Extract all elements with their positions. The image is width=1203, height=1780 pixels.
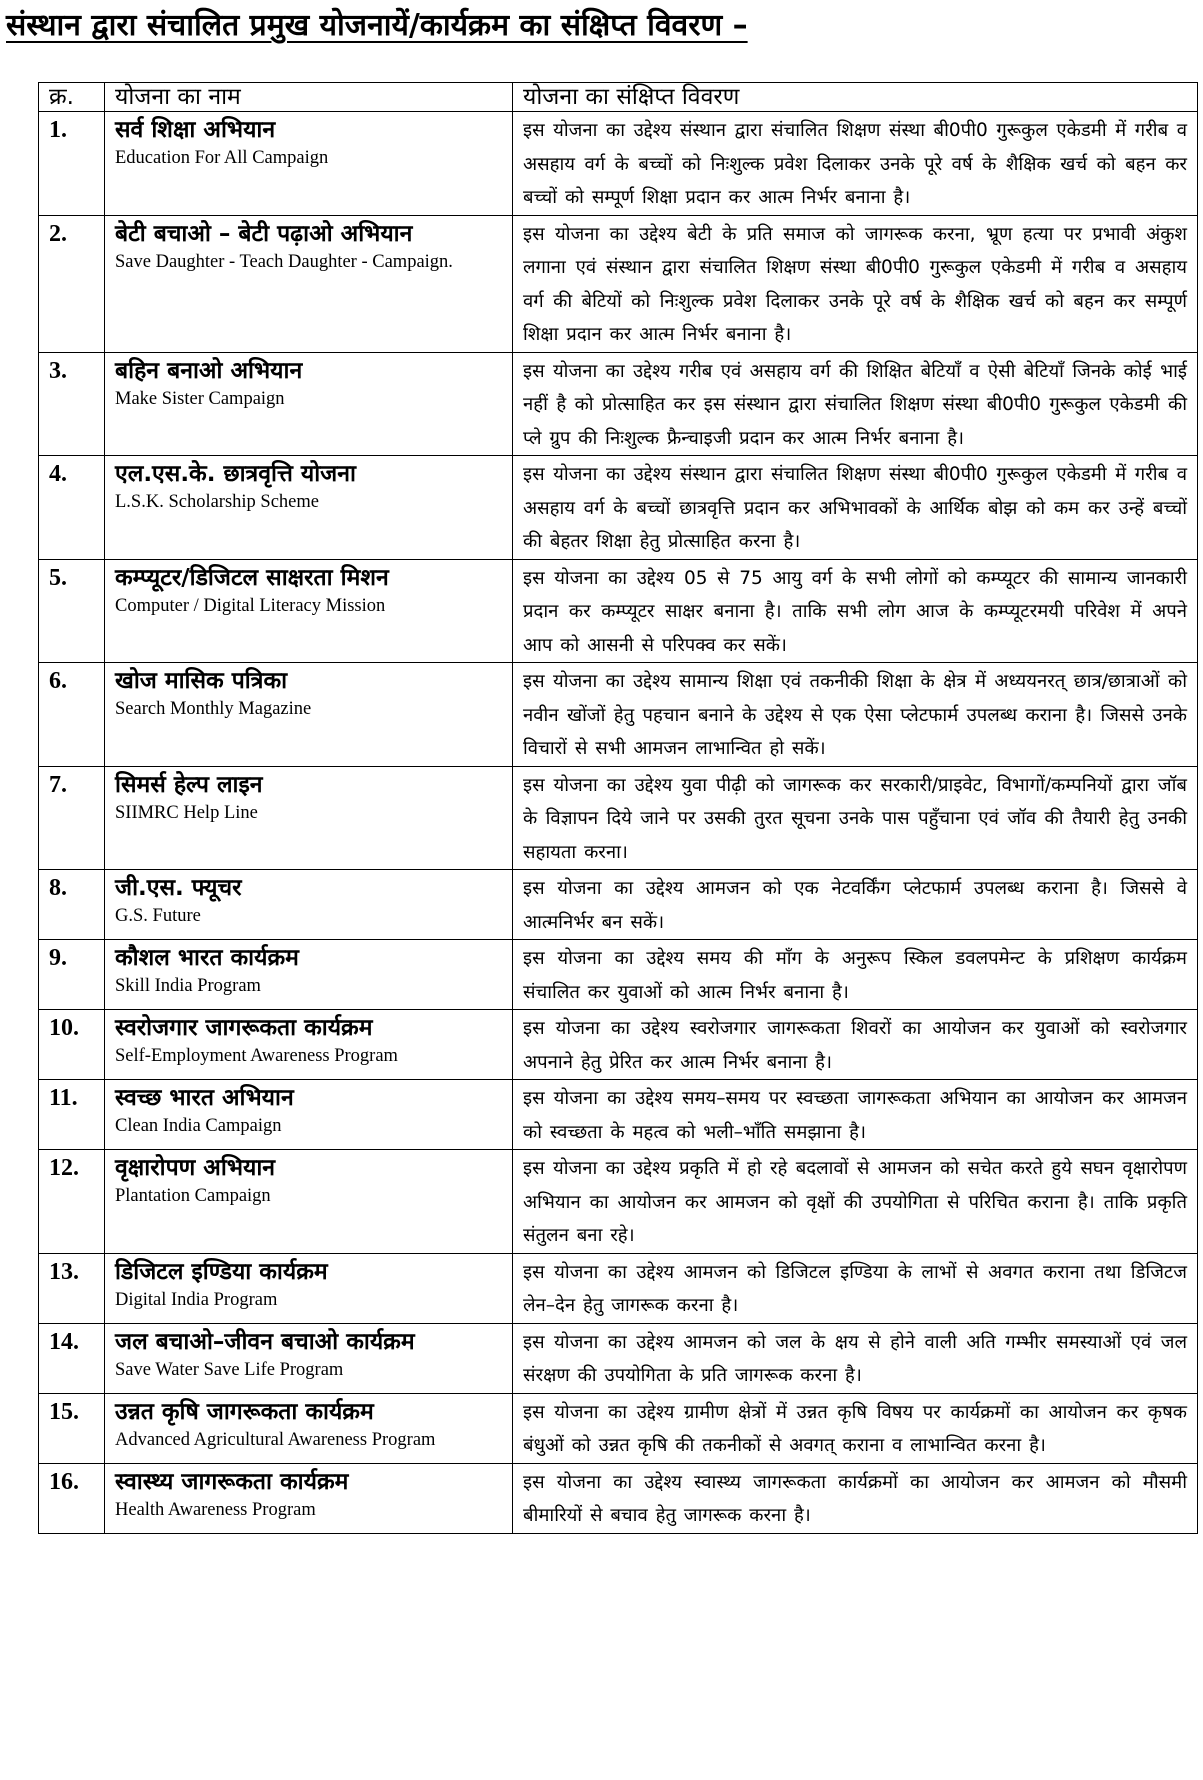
table-row	[39, 112, 1198, 216]
serial-number: 7.	[39, 766, 105, 870]
scheme-name-hindi: जी.एस. फ्यूचर	[115, 875, 242, 901]
scheme-name-cell	[105, 1463, 513, 1533]
page-title: संस्थान द्वारा संचालित प्रमुख योजनायें/कार्यक्रम का संक्षिप्त विवरण –	[6, 8, 748, 43]
scheme-name-english: Make Sister Campaign	[115, 388, 285, 409]
header-serial-number: क्र.	[39, 83, 105, 112]
scheme-description: इस योजना का उद्देश्य स्वरोजगार जागरूकता शिवरों का आयोजन कर युवाओं को स्वरोजगार अपनाने हेतु प्रेरित कर आत्म निर्भर बनाना है।	[513, 1010, 1198, 1080]
scheme-name-english: L.S.K. Scholarship Scheme	[115, 492, 319, 512]
table-row	[39, 870, 1198, 940]
scheme-name-english: Plantation Campaign	[115, 1186, 271, 1206]
scheme-name-hindi: वृक्षारोपण अभियान	[115, 1155, 276, 1181]
table-row	[39, 766, 1198, 870]
table-row	[39, 1393, 1198, 1463]
table-row	[39, 215, 1198, 352]
scheme-name-cell	[105, 940, 513, 1010]
table-row	[39, 1323, 1198, 1393]
serial-number: 1.	[39, 112, 105, 216]
scheme-name-cell	[105, 663, 513, 767]
serial-number: 5.	[39, 559, 105, 663]
scheme-name-english: G.S. Future	[115, 906, 201, 926]
scheme-name-english: Computer / Digital Literacy Mission	[115, 595, 386, 616]
table-row	[39, 352, 1198, 456]
scheme-name-english: Skill India Program	[115, 976, 261, 996]
serial-number: 10.	[39, 1010, 105, 1080]
scheme-description: इस योजना का उद्देश्य सामान्य शिक्षा एवं तकनीकी शिक्षा के क्षेत्र में अध्ययनरत् छात्र/छात्राओं को नवीन खोंजों हेतु पहचान बनाने के उद्देश्य से एक ऐसा प्लेटफार्म उपलब्ध कराना है। जिससे उनके विचारों से सभी आमजन लाभान्वित हो सकें।	[513, 663, 1198, 767]
scheme-name-hindi: कम्प्यूटर/डिजिटल साक्षरता मिशन	[115, 564, 389, 591]
table-row	[39, 1253, 1198, 1323]
table-row	[39, 456, 1198, 560]
scheme-name-english: Health Awareness Program	[115, 1499, 316, 1520]
serial-number: 3.	[39, 352, 105, 456]
scheme-name-hindi: जल बचाओ–जीवन बचाओ कार्यक्रम	[115, 1328, 415, 1355]
scheme-name-hindi: उन्नत कृषि जागरूकता कार्यक्रम	[115, 1398, 374, 1425]
scheme-name-english: Save Daughter - Teach Daughter - Campaign.	[115, 251, 453, 272]
scheme-description: इस योजना का उद्देश्य गरीब एवं असहाय वर्ग की शिक्षित बेटियाँ व ऐसी बेटियाँ जिनके कोई भाई नहीं है को प्रोत्साहित कर इस संस्थान द्वारा संचालित शिक्षण संस्था बी0पी0 गुरूकुल एकेडमी की प्ले ग्रुप की निःशुल्क फ्रैन्चाइजी प्रदान कर आत्म निर्भर बनाना है।	[513, 352, 1198, 456]
scheme-description: इस योजना का उद्देश्य बेटी के प्रति समाज को जागरूक करना, भ्रूण हत्या पर प्रभावी अंकुश लगाना एवं संस्थान द्वारा संचालित शिक्षण संस्था बी0पी0 गुरूकुल एकेडमी में गरीब व असहाय वर्ग की बेटियों को निःशुल्क प्रवेश दिलाकर उनके पूरे वर्ष के शैक्षिक खर्च को बहन कर सम्पूर्ण शिक्षा प्रदान कर आत्म निर्भर बनाना है।	[513, 215, 1198, 352]
scheme-description: इस योजना का उद्देश्य संस्थान द्वारा संचालित शिक्षण संस्था बी0पी0 गुरूकुल एकेडमी में गरीब व असहाय वर्ग के बच्चों छात्रवृत्ति प्रदान कर अभिभावकों के आर्थिक बोझ को कम कर उन्हें बच्चों की बेहतर शिक्षा हेतु प्रोत्साहित करना है।	[513, 456, 1198, 560]
scheme-name-hindi: बेटी बचाओ – बेटी पढ़ाओ अभियान	[115, 220, 413, 247]
scheme-name-cell	[105, 352, 513, 456]
table-body	[39, 112, 1198, 1534]
table-header-row	[39, 83, 1198, 112]
scheme-name-cell	[105, 870, 513, 940]
scheme-name-english: Advanced Agricultural Awareness Program	[115, 1429, 436, 1450]
serial-number: 2.	[39, 215, 105, 352]
scheme-description: इस योजना का उद्देश्य समय की माँग के अनुरूप स्किल डवलपमेन्ट के प्रशिक्षण कार्यक्रम संचालित कर युवाओं को आत्म निर्भर बनाना है।	[513, 940, 1198, 1010]
scheme-name-english: Education For All Campaign	[115, 148, 329, 168]
scheme-name-cell	[105, 1150, 513, 1254]
scheme-name-cell	[105, 1010, 513, 1080]
table-row	[39, 1150, 1198, 1254]
serial-number: 13.	[39, 1253, 105, 1323]
scheme-name-cell	[105, 1080, 513, 1150]
scheme-name-hindi: डिजिटल इण्डिया कार्यक्रम	[115, 1258, 328, 1285]
scheme-name-cell	[105, 559, 513, 663]
scheme-name-english: Save Water Save Life Program	[115, 1359, 344, 1380]
table-row	[39, 559, 1198, 663]
scheme-name-cell	[105, 112, 513, 216]
scheme-description: इस योजना का उद्देश्य आमजन को जल के क्षय से होने वाली अति गम्भीर समस्याओं एवं जल संरक्षण की उपयोगिता के प्रति जागरूक करना है।	[513, 1323, 1198, 1393]
serial-number: 16.	[39, 1463, 105, 1533]
scheme-description: इस योजना का उद्देश्य 05 से 75 आयु वर्ग के सभी लोगों को कम्प्यूटर की सामान्य जानकारी प्रदान कर कम्प्यूटर साक्षर बनाना है। ताकि सभी लोग आज के कम्प्यूटरमयी परिवेश में अपने आप को आसनी से परिपक्व कर सकें।	[513, 559, 1198, 663]
scheme-name-hindi: सिमर्स हेल्प लाइन	[115, 771, 263, 798]
scheme-name-english: Search Monthly Magazine	[115, 699, 312, 719]
scheme-name-hindi: एल.एस.के. छात्रवृत्ति योजना	[115, 461, 356, 487]
scheme-name-hindi: स्वास्थ्य जागरूकता कार्यक्रम	[115, 1468, 349, 1495]
header-scheme-name: योजना का नाम	[105, 83, 513, 112]
scheme-description: इस योजना का उद्देश्य संस्थान द्वारा संचालित शिक्षण संस्था बी0पी0 गुरूकुल एकेडमी में गरीब व असहाय वर्ग के बच्चों को निःशुल्क प्रवेश दिलाकर उनके पूरे वर्ष के शैक्षिक खर्च को बहन कर बच्चों को सम्पूर्ण शिक्षा प्रदान कर आत्म निर्भर बनाना है।	[513, 112, 1198, 216]
scheme-name-hindi: स्वरोजगार जागरूकता कार्यक्रम	[115, 1015, 373, 1041]
scheme-description: इस योजना का उद्देश्य समय–समय पर स्वच्छता जागरूकता अभियान का आयोजन कर आमजन को स्वच्छता के महत्व को भली–भाँति समझाना है।	[513, 1080, 1198, 1150]
serial-number: 14.	[39, 1323, 105, 1393]
scheme-name-hindi: बहिन बनाओ अभियान	[115, 357, 303, 384]
serial-number: 12.	[39, 1150, 105, 1254]
serial-number: 9.	[39, 940, 105, 1010]
schemes-table	[38, 82, 1198, 1534]
scheme-name-cell	[105, 1323, 513, 1393]
scheme-description: इस योजना का उद्देश्य प्रकृति में हो रहे बदलावों से आमजन को सचेत करते हुये सघन वृक्षारोपण अभियान का आयोजन कर आमजन को वृक्षों की उपयोगिता से परिचित कराना है। ताकि प्रकृति संतुलन बना रहे।	[513, 1150, 1198, 1254]
scheme-name-hindi: खोज मासिक पत्रिका	[115, 668, 288, 694]
header-scheme-description: योजना का संक्षिप्त विवरण	[513, 83, 1198, 112]
scheme-name-hindi: कौशल भारत कार्यक्रम	[115, 945, 299, 971]
scheme-name-cell	[105, 766, 513, 870]
scheme-name-cell	[105, 215, 513, 352]
scheme-description: इस योजना का उद्देश्य स्वास्थ्य जागरूकता कार्यक्रमों का आयोजन कर आमजन को मौसमी बीमारियों से बचाव हेतु जागरूक करना है।	[513, 1463, 1198, 1533]
scheme-name-cell	[105, 1253, 513, 1323]
table-row	[39, 1010, 1198, 1080]
scheme-description: इस योजना का उद्देश्य आमजन को डिजिटल इण्डिया के लाभों से अवगत कराना तथा डिजिटज लेन–देन हेतु जागरूक करना है।	[513, 1253, 1198, 1323]
table-row	[39, 1463, 1198, 1533]
serial-number: 4.	[39, 456, 105, 560]
serial-number: 6.	[39, 663, 105, 767]
scheme-name-hindi: स्वच्छ भारत अभियान	[115, 1085, 294, 1111]
scheme-name-english: Clean India Campaign	[115, 1116, 282, 1136]
table-row	[39, 940, 1198, 1010]
scheme-name-english: Digital India Program	[115, 1289, 278, 1310]
scheme-name-cell	[105, 456, 513, 560]
table-row	[39, 663, 1198, 767]
scheme-name-english: SIIMRC Help Line	[115, 802, 258, 823]
scheme-description: इस योजना का उद्देश्य युवा पीढ़ी को जागरूक कर सरकारी/प्राइवेट, विभागों/कम्पनियों द्वारा जॉब के विज्ञापन दिये जाने पर उसकी तुरत सूचना उनके पास पहुँचाना एवं जॉव की तैयारी हेतु उनकी सहायता करना।	[513, 766, 1198, 870]
serial-number: 11.	[39, 1080, 105, 1150]
scheme-name-english: Self-Employment Awareness Program	[115, 1046, 398, 1066]
serial-number: 8.	[39, 870, 105, 940]
scheme-name-hindi: सर्व शिक्षा अभियान	[115, 117, 276, 143]
scheme-description: इस योजना का उद्देश्य ग्रामीण क्षेत्रों में उन्नत कृषि विषय पर कार्यक्रमों का आयोजन कर कृषक बंधुओं को उन्नत कृषि की तकनीकों से अवगत् कराना व लाभान्वित करना है।	[513, 1393, 1198, 1463]
table-row	[39, 1080, 1198, 1150]
scheme-description: इस योजना का उद्देश्य आमजन को एक नेटवर्किंग प्लेटफार्म उपलब्ध कराना है। जिससे वे आत्मनिर्भर बन सकें।	[513, 870, 1198, 940]
scheme-name-cell	[105, 1393, 513, 1463]
serial-number: 15.	[39, 1393, 105, 1463]
